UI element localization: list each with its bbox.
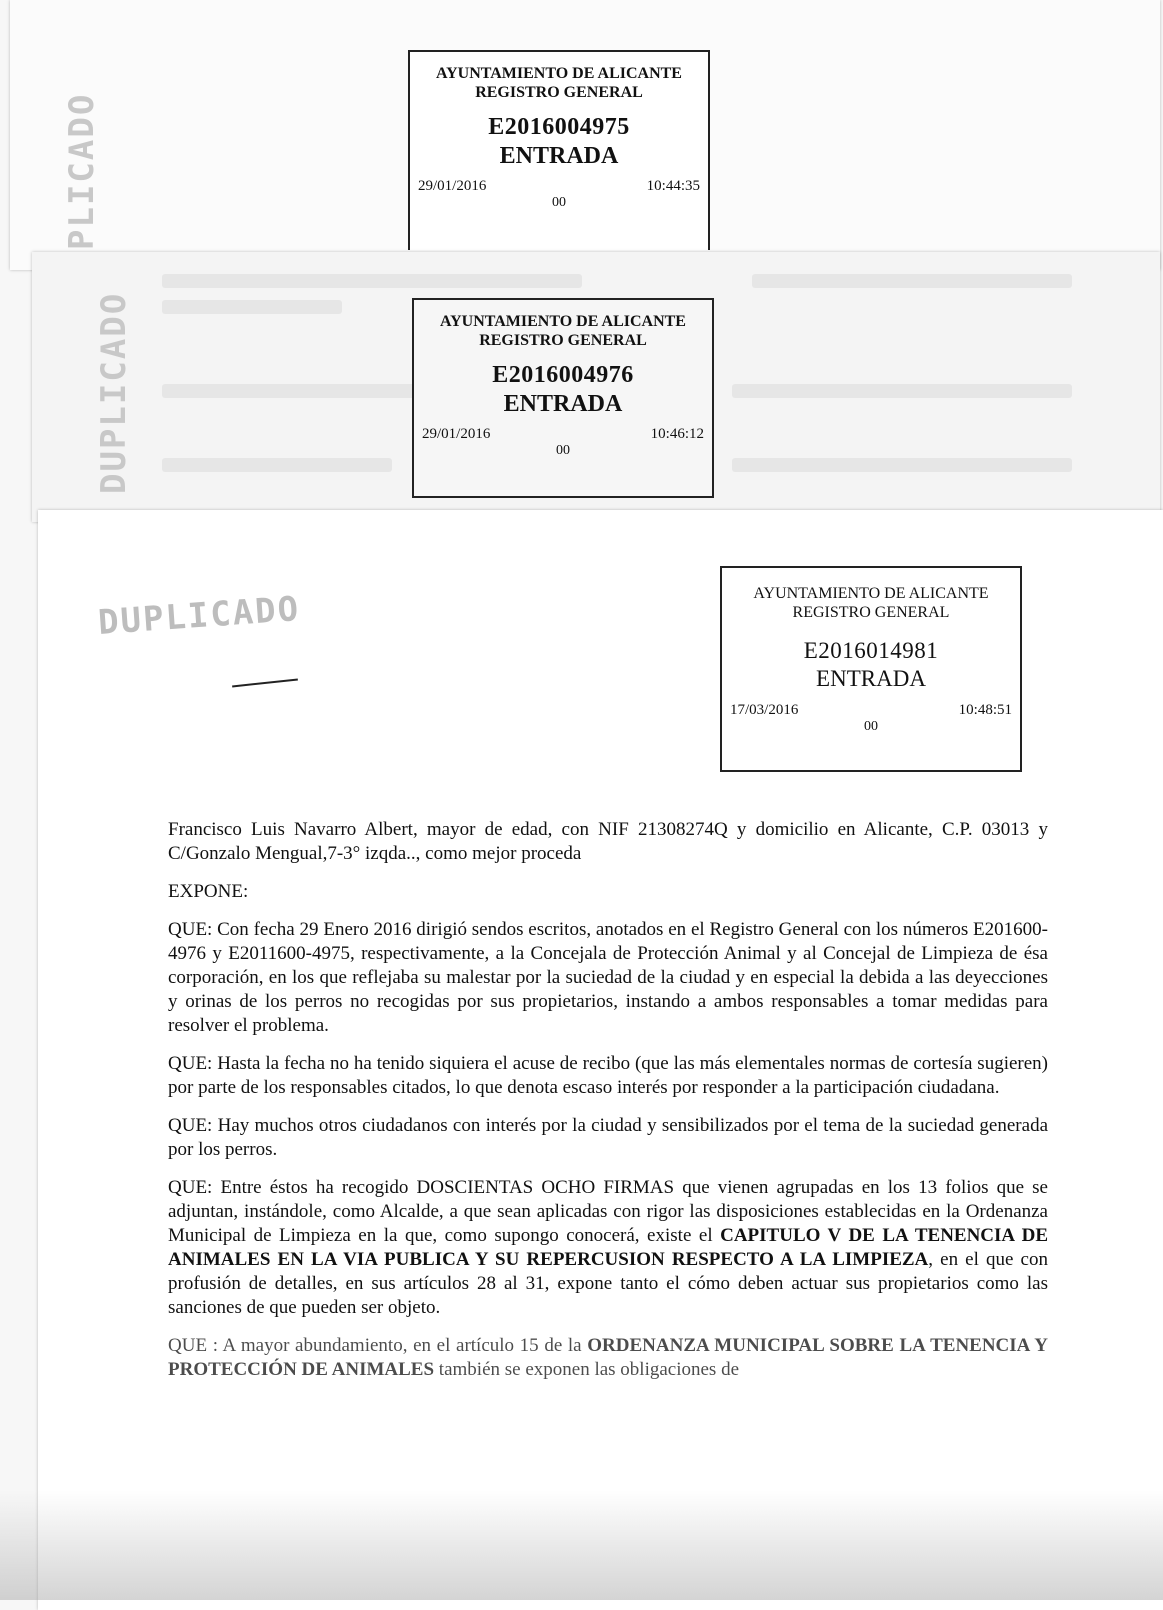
register-stamp-first <box>408 50 710 250</box>
stamp-date: 29/01/2016 <box>422 426 491 442</box>
register-stamp-second <box>412 298 714 498</box>
stamp-date: 29/01/2016 <box>418 178 487 194</box>
duplicado-stamp-second: DUPLICADO <box>94 291 134 494</box>
stamp-code: 00 <box>556 443 570 458</box>
stamp-time: 10:46:12 <box>650 426 704 442</box>
stamp-organization: AYUNTAMIENTO DE ALICANTE <box>436 65 682 82</box>
stamp-register: REGISTRO GENERAL <box>792 604 950 621</box>
scan-shadow <box>0 1490 1163 1600</box>
stamp-code: 00 <box>552 195 566 210</box>
que5-text-a: QUE : A mayor abundamiento, en el artículo 15 de la <box>168 1335 588 1356</box>
stamp-time: 10:44:35 <box>646 178 700 194</box>
duplicado-stamp-third: DUPLICADO <box>96 588 302 644</box>
letter-que-2: QUE: Hasta la fecha no ha tenido siquiera el acuse de recibo (que las más elementales normas de cortesía sugieren) por parte de los responsables citados, lo que denota escaso interés por responder a la participación ciudadana. <box>168 1053 1048 1098</box>
letter-que-5 <box>168 1334 1048 1382</box>
que4-text-a: QUE: Entre éstos ha recogido DOSCIENTAS OCHO FIRMAS que vienen agrupadas en los 13 folios que se adjuntan, instándole, como Alcalde, a que sean aplicadas con rigor las disposiciones establecidas en la Ordenanza Municipal de Limpieza en la que, como supongo conocerá, existe el <box>168 1177 1048 1246</box>
stamp-code: 00 <box>864 719 878 734</box>
que5-bold-ordinance-2: LA TENENCIA Y PROTECCIÓN DE ANIMALES <box>168 1335 1049 1380</box>
stamp-type: ENTRADA <box>503 391 623 417</box>
letter-body <box>168 818 1048 1396</box>
letter-intro: Francisco Luis Navarro Albert, mayor de edad, con NIF 21308274Q y domicilio en Alicante, C.P. 03013 y C/Gonzalo Mengual,7-3° izqda.., como mejor proceda <box>168 819 1048 864</box>
stamp-number: E2016014981 <box>803 638 939 663</box>
stamp-type: ENTRADA <box>816 666 926 691</box>
letter-que-4 <box>168 1176 1048 1320</box>
que5-bold-ordinance: ORDENANZA MUNICIPAL SOBRE <box>587 1335 894 1356</box>
stamp-number: E2016004976 <box>492 362 634 388</box>
stamp-register: REGISTRO GENERAL <box>479 332 647 349</box>
que5-text-b: también se exponen las obligaciones de <box>434 1359 740 1380</box>
letter-expone-heading: EXPONE: <box>168 881 249 902</box>
letter-que-3: QUE: Hay muchos otros ciudadanos con interés por la ciudad y sensibilizados por el tema de la suciedad generada por los perros. <box>168 1115 1048 1160</box>
letter-que-1: QUE: Con fecha 29 Enero 2016 dirigió sendos escritos, anotados en el Registro General con los números E201600-4976 y E2011600-4975, respectivamente, a la Concejala de Protección Animal y al Concejal de Limpieza de ésa corporación, en los que reflejaba su malestar por la suciedad de la ciudad y en especial la debida a las deyecciones y orinas de los perros no recogidas por sus propietarios, instando a ambos responsables a tomar medidas para resolver el problema. <box>168 919 1048 1036</box>
register-stamp-third <box>720 566 1022 772</box>
stamp-date: 17/03/2016 <box>730 702 799 718</box>
stamp-register: REGISTRO GENERAL <box>475 84 643 101</box>
stamp-time: 10:48:51 <box>958 702 1012 718</box>
stamp-organization: AYUNTAMIENTO DE ALICANTE <box>440 313 686 330</box>
stamp-number: E2016004975 <box>488 114 630 140</box>
duplicado-stamp-first: PLICADO <box>62 92 102 250</box>
stamp-type: ENTRADA <box>499 143 619 169</box>
que4-text-b: , en el que con profusión de detalles, en sus artículos 28 al 31, expone tanto el cómo deben actuar sus propietarios como las sanciones de que pueden ser objeto. <box>168 1249 1048 1318</box>
stamp-organization: AYUNTAMIENTO DE ALICANTE <box>753 585 989 602</box>
que4-bold-chapter: CAPITULO V DE LA TENENCIA DE ANIMALES EN LA VIA PUBLICA Y SU REPERCUSION RESPECTO A LA LIMPIEZA <box>168 1225 1048 1270</box>
